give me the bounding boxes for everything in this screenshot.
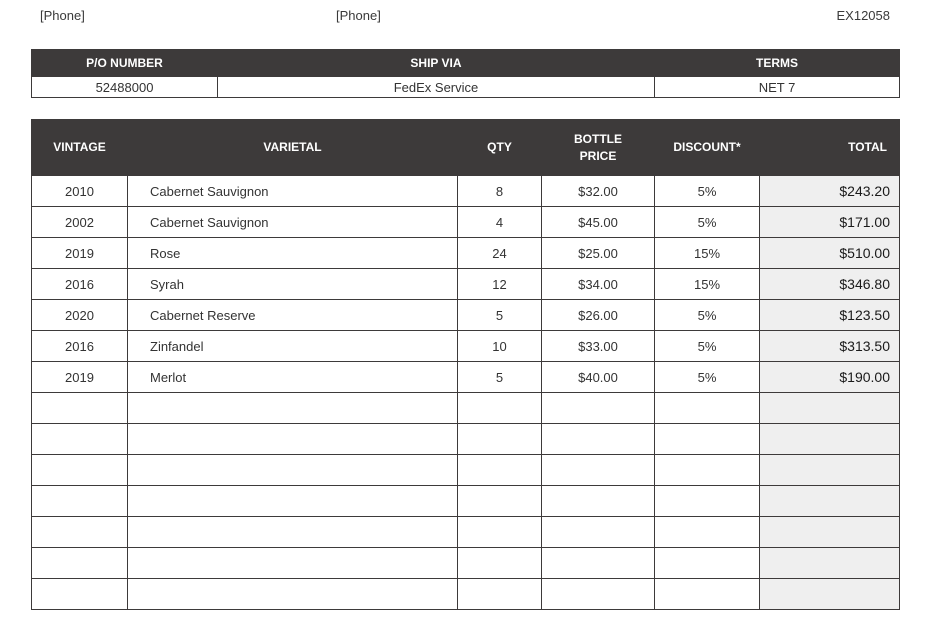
table-row [32, 579, 900, 610]
vintage-cell [32, 393, 128, 424]
bottle-price-cell [542, 424, 655, 455]
table-row [32, 486, 900, 517]
qty-cell: 24 [458, 238, 542, 269]
table-row [32, 207, 900, 238]
bottle-price-cell: $33.00 [542, 331, 655, 362]
qty-cell [458, 548, 542, 579]
table-row [32, 424, 900, 455]
order-info-table [31, 49, 900, 98]
total-cell [760, 486, 900, 517]
total-cell [760, 393, 900, 424]
vintage-cell [32, 455, 128, 486]
varietal-cell [128, 517, 458, 548]
bottle-price-cell: $45.00 [542, 207, 655, 238]
discount-cell: 15% [655, 269, 760, 300]
discount-cell [655, 579, 760, 610]
qty-cell: 5 [458, 362, 542, 393]
bottle-price-cell: $34.00 [542, 269, 655, 300]
varietal-cell [128, 424, 458, 455]
ship-via-value: FedEx Service [218, 77, 655, 98]
qty-cell: 5 [458, 300, 542, 331]
varietal-header: VARIETAL [128, 120, 458, 176]
varietal-cell: Cabernet Sauvignon [128, 176, 458, 207]
qty-cell [458, 424, 542, 455]
discount-cell: 15% [655, 238, 760, 269]
terms-header: TERMS [655, 50, 900, 77]
varietal-cell: Syrah [128, 269, 458, 300]
bottle-price-header-line1: BOTTLE [574, 131, 622, 146]
varietal-cell: Cabernet Reserve [128, 300, 458, 331]
vintage-header: VINTAGE [32, 120, 128, 176]
discount-cell [655, 486, 760, 517]
table-row [32, 269, 900, 300]
total-cell: $510.00 [760, 238, 900, 269]
total-header: TOTAL [760, 120, 900, 176]
discount-cell [655, 424, 760, 455]
table-row [32, 362, 900, 393]
customer-phone: [Phone] [40, 8, 85, 23]
discount-cell [655, 548, 760, 579]
vintage-cell: 2019 [32, 238, 128, 269]
varietal-cell: Zinfandel [128, 331, 458, 362]
bottle-price-cell [542, 548, 655, 579]
terms-value: NET 7 [655, 77, 900, 98]
varietal-cell: Merlot [128, 362, 458, 393]
shipping-phone: [Phone] [336, 8, 381, 23]
total-cell [760, 424, 900, 455]
varietal-cell [128, 455, 458, 486]
discount-cell [655, 393, 760, 424]
vintage-cell: 2020 [32, 300, 128, 331]
qty-cell [458, 486, 542, 517]
vintage-cell [32, 517, 128, 548]
invoice-id: EX12058 [836, 8, 890, 23]
vintage-cell: 2019 [32, 362, 128, 393]
varietal-cell: Rose [128, 238, 458, 269]
table-row [32, 548, 900, 579]
order-info-values-row [32, 77, 900, 98]
discount-cell: 5% [655, 362, 760, 393]
qty-cell: 12 [458, 269, 542, 300]
po-number-header: P/O NUMBER [32, 50, 218, 77]
varietal-cell: Cabernet Sauvignon [128, 207, 458, 238]
total-cell: $346.80 [760, 269, 900, 300]
bottle-price-header-line2: PRICE [579, 148, 617, 163]
discount-cell [655, 455, 760, 486]
order-info-header-row [32, 50, 900, 77]
vintage-cell: 2016 [32, 269, 128, 300]
total-cell [760, 579, 900, 610]
total-cell: $190.00 [760, 362, 900, 393]
qty-cell: 4 [458, 207, 542, 238]
table-row [32, 176, 900, 207]
table-row [32, 238, 900, 269]
bottle-price-cell: $26.00 [542, 300, 655, 331]
table-row [32, 300, 900, 331]
bottle-price-cell [542, 486, 655, 517]
bottle-price-cell: $32.00 [542, 176, 655, 207]
vintage-cell: 2002 [32, 207, 128, 238]
discount-cell: 5% [655, 207, 760, 238]
vintage-cell [32, 579, 128, 610]
varietal-cell [128, 486, 458, 517]
total-cell: $171.00 [760, 207, 900, 238]
qty-cell: 8 [458, 176, 542, 207]
bottle-price-cell [542, 393, 655, 424]
line-items-header-row [32, 120, 900, 176]
total-cell: $123.50 [760, 300, 900, 331]
qty-cell [458, 517, 542, 548]
qty-header: QTY [458, 120, 542, 176]
total-cell [760, 517, 900, 548]
bottle-price-header [542, 120, 655, 176]
vintage-cell [32, 486, 128, 517]
discount-header: DISCOUNT* [655, 120, 760, 176]
bottle-price-cell [542, 455, 655, 486]
vintage-cell: 2016 [32, 331, 128, 362]
qty-cell [458, 455, 542, 486]
vintage-cell [32, 548, 128, 579]
varietal-cell [128, 579, 458, 610]
table-row [32, 517, 900, 548]
varietal-cell [128, 548, 458, 579]
bottle-price-cell [542, 517, 655, 548]
qty-cell [458, 393, 542, 424]
bottle-price-cell: $25.00 [542, 238, 655, 269]
discount-cell: 5% [655, 176, 760, 207]
qty-cell: 10 [458, 331, 542, 362]
discount-cell: 5% [655, 331, 760, 362]
bottle-price-cell: $40.00 [542, 362, 655, 393]
total-cell: $243.20 [760, 176, 900, 207]
discount-cell: 5% [655, 300, 760, 331]
ship-via-header: SHIP VIA [218, 50, 655, 77]
total-cell [760, 455, 900, 486]
qty-cell [458, 579, 542, 610]
line-items-table [31, 119, 900, 610]
vintage-cell [32, 424, 128, 455]
total-cell: $313.50 [760, 331, 900, 362]
bottle-price-cell [542, 579, 655, 610]
table-row [32, 331, 900, 362]
table-row [32, 393, 900, 424]
varietal-cell [128, 393, 458, 424]
discount-cell [655, 517, 760, 548]
vintage-cell: 2010 [32, 176, 128, 207]
po-number-value: 52488000 [32, 77, 218, 98]
table-row [32, 455, 900, 486]
total-cell [760, 548, 900, 579]
